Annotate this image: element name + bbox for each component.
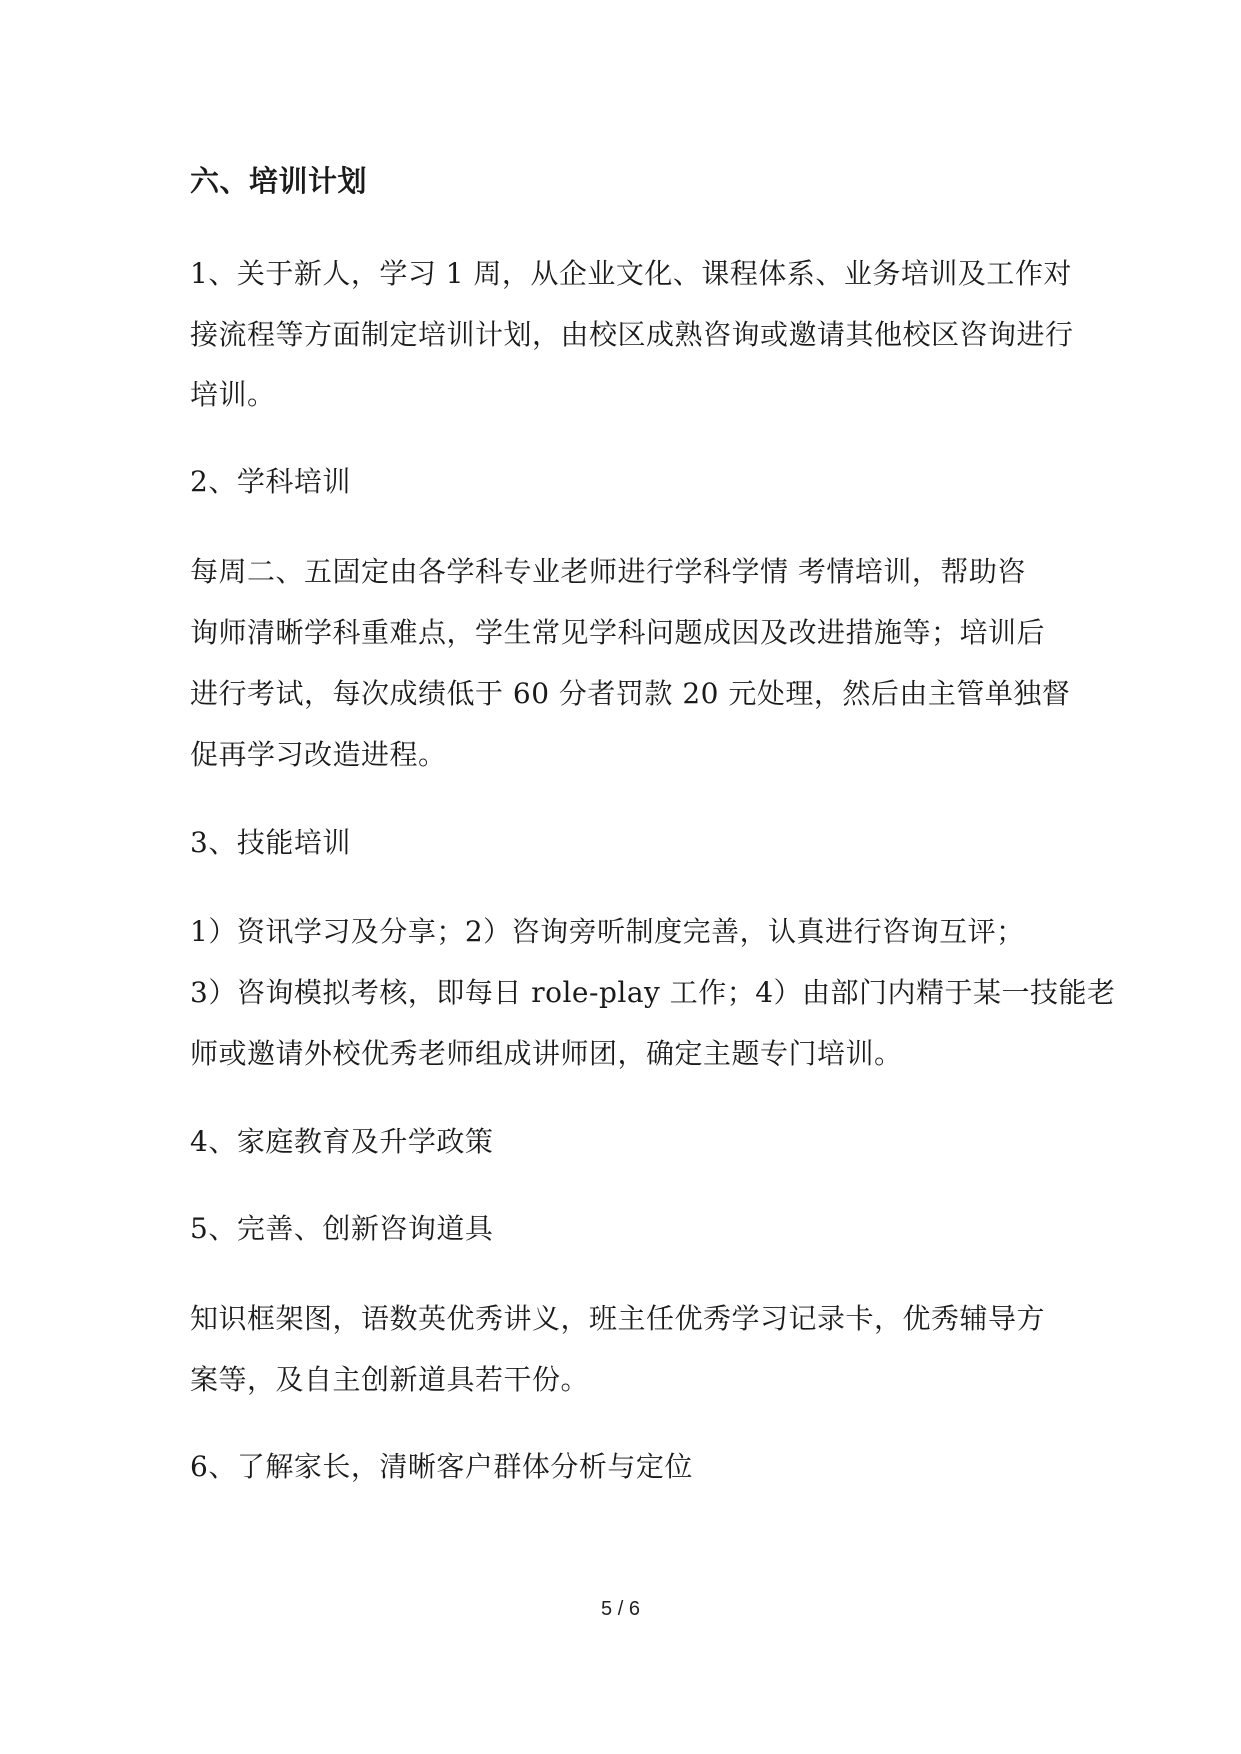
paragraph-line: 询师清晰学科重难点，学生常见学科问题成因及改进措施等；培训后 (190, 616, 1046, 649)
page-number: 5 / 6 (601, 1598, 640, 1620)
paragraph-line: 进行考试，每次成绩低于 60 分者罚款 20 元处理，然后由主管单独督 (190, 677, 1071, 710)
paragraph-line: 案等，及自主创新道具若干份。 (190, 1363, 590, 1396)
paragraph-line: 知识框架图，语数英优秀讲义，班主任优秀学习记录卡，优秀辅导方 (190, 1302, 1046, 1335)
paragraph-line: 3）咨询模拟考核，即每日 role-play 工作；4）由部门内精于某一技能老 (190, 976, 1116, 1009)
section-heading: 六、培训计划 (190, 164, 368, 198)
subheading-line: 2、学科培训 (190, 465, 351, 498)
subheading-line: 5、完善、创新咨询道具 (190, 1212, 494, 1245)
subheading-line: 4、家庭教育及升学政策 (190, 1125, 494, 1158)
paragraph-line: 每周二、五固定由各学科专业老师进行学科学情 考情培训，帮助咨 (190, 555, 1026, 588)
paragraph-line: 培训。 (190, 378, 276, 411)
paragraph-line: 师或邀请外校优秀老师组成讲师团，确定主题专门培训。 (190, 1037, 903, 1070)
subheading-line: 3、技能培训 (190, 826, 351, 859)
paragraph-line: 1、关于新人，学习 1 周，从企业文化、课程体系、业务培训及工作对 (190, 257, 1072, 290)
subheading-line: 6、了解家长，清晰客户群体分析与定位 (190, 1450, 693, 1483)
paragraph-line: 促再学习改造进程。 (190, 738, 447, 771)
paragraph-line: 1）资讯学习及分享；2）咨询旁听制度完善，认真进行咨询互评； (190, 915, 1025, 948)
paragraph-line: 接流程等方面制定培训计划，由校区成熟咨询或邀请其他校区咨询进行 (190, 318, 1074, 351)
